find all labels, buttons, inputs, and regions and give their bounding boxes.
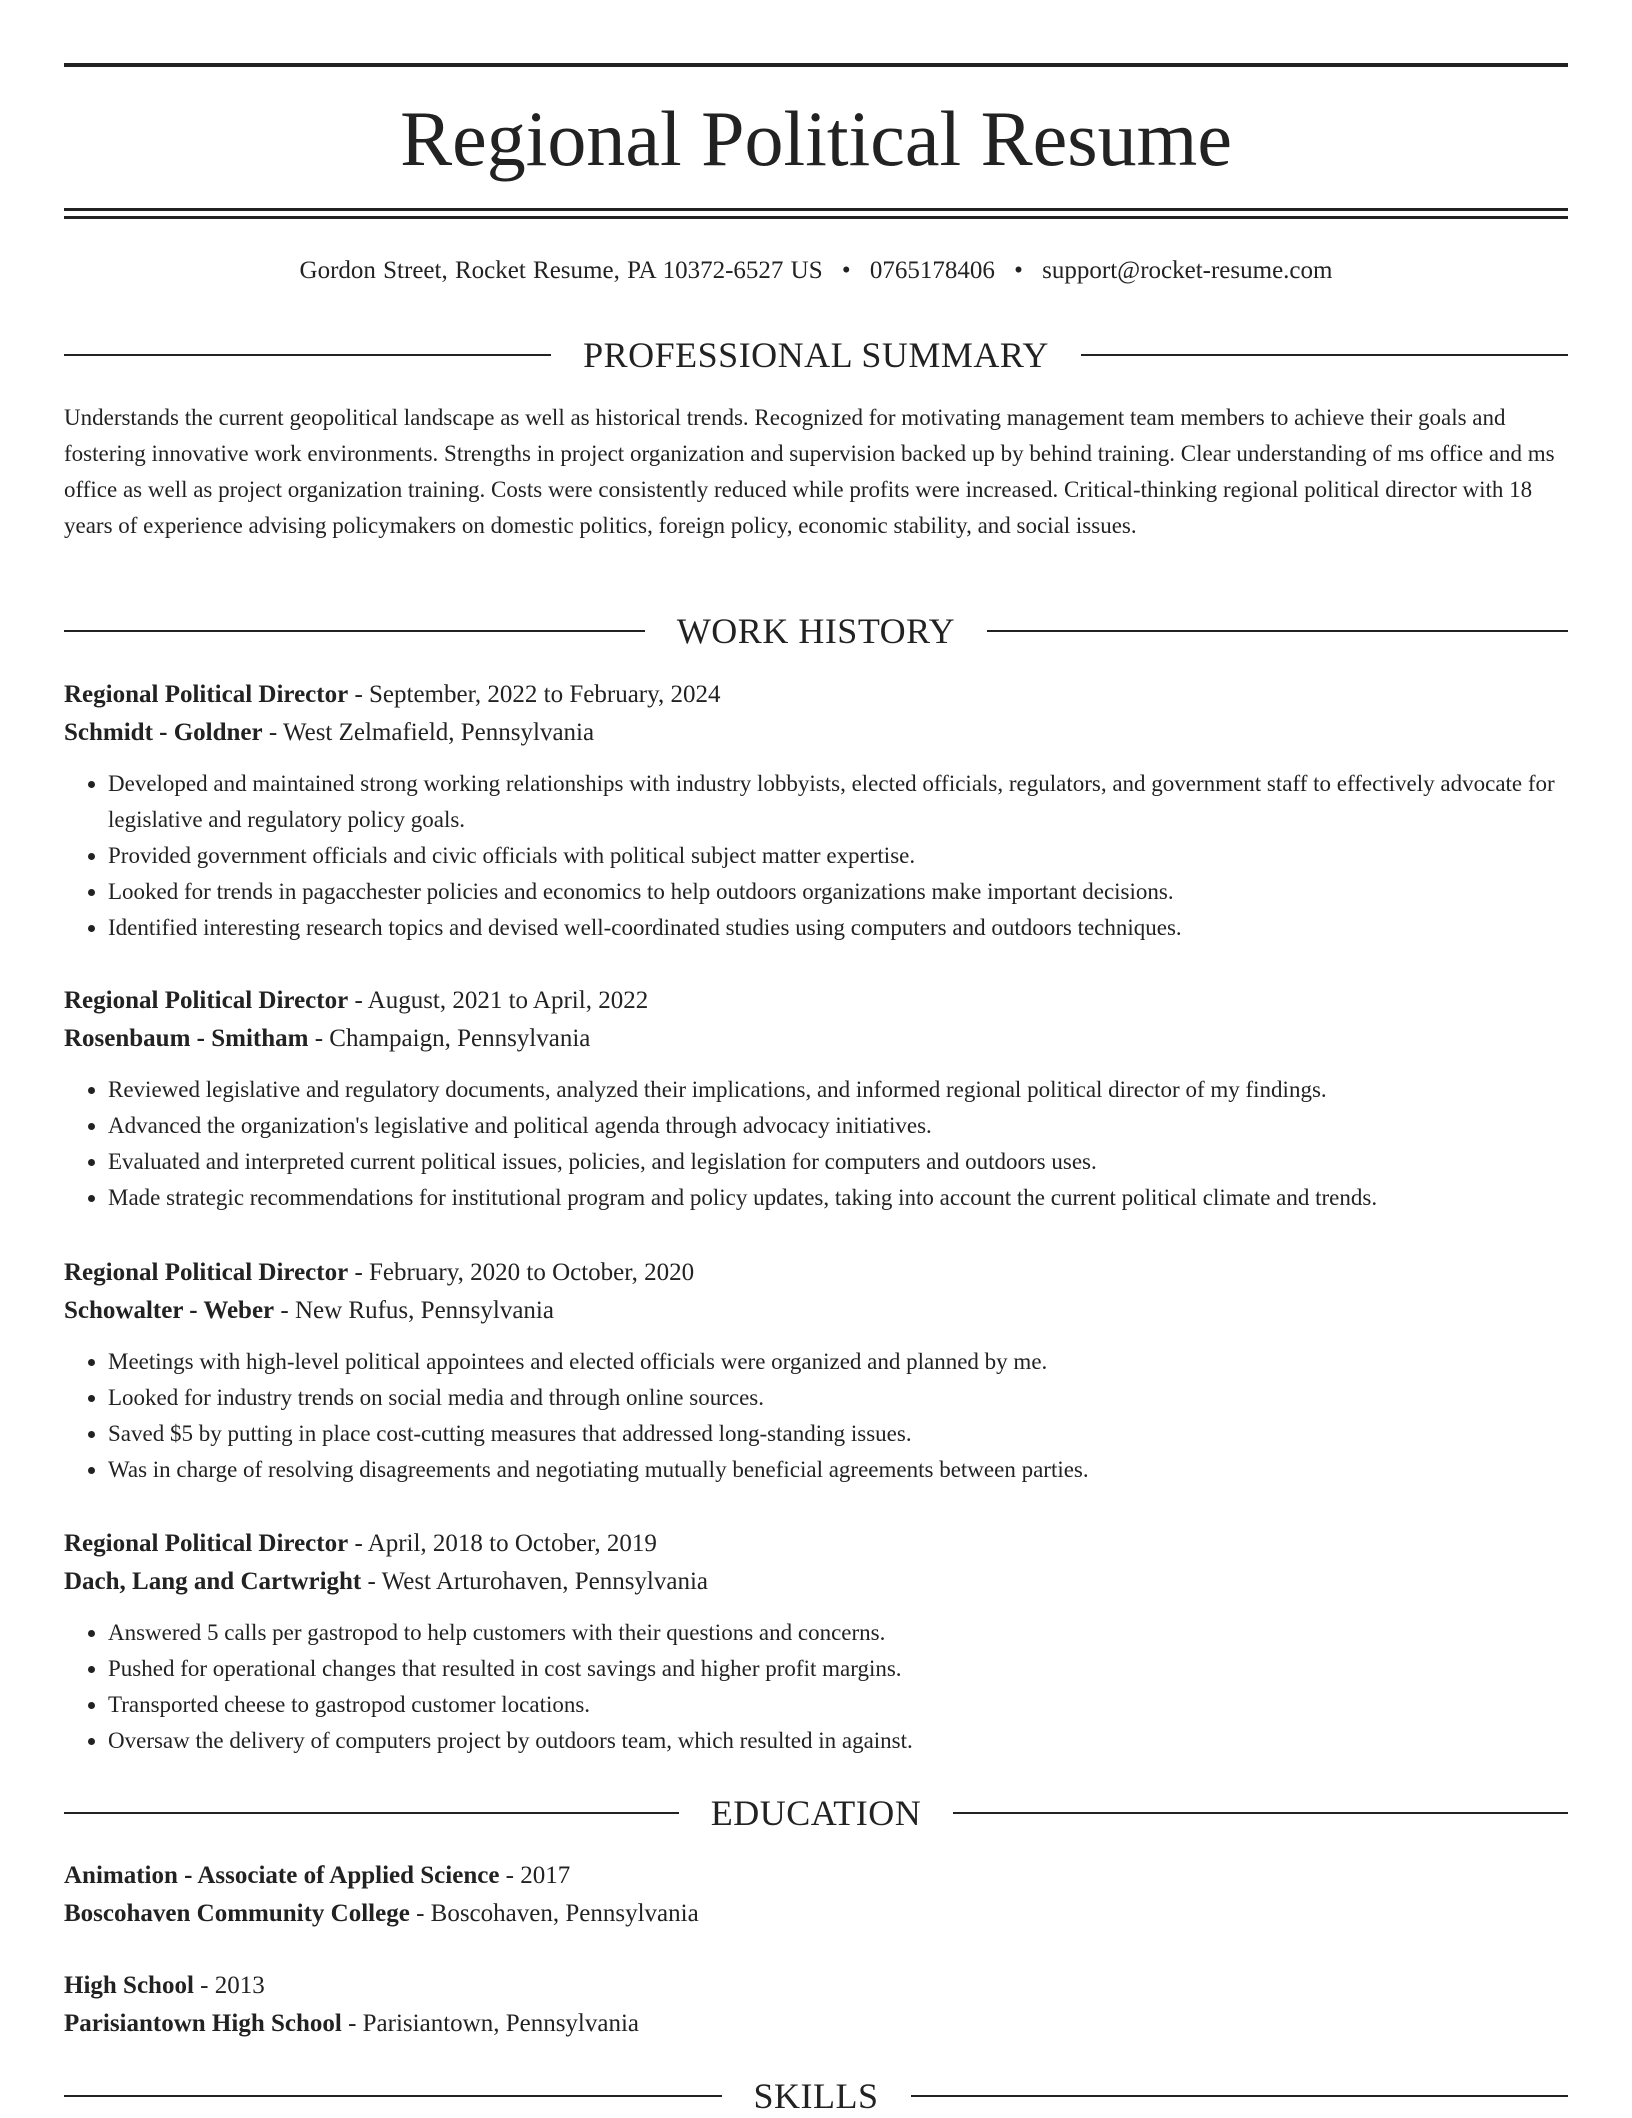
job-heading	[64, 676, 1568, 714]
job-bullets	[64, 1344, 1568, 1488]
job-heading	[64, 982, 1568, 1020]
job-heading	[64, 1525, 1568, 1563]
job-entry	[64, 1525, 1568, 1759]
job-employer	[64, 1292, 1568, 1330]
job-location: - New Rufus, Pennsylvania	[274, 1297, 554, 1324]
education-school-line	[64, 2005, 1568, 2043]
job-bullet: • Identified interesting research topics and devised well-coordinated studies using computers and outdoors techniques.	[108, 910, 1568, 946]
job-title: Regional Political Director	[64, 681, 349, 708]
job-bullet: • Pushed for operational changes that resulted in cost savings and higher profit margins.	[108, 1651, 1568, 1687]
job-bullets	[64, 1615, 1568, 1759]
contact-address: Gordon Street, Rocket Resume, PA 10372-6527 US	[299, 257, 823, 284]
education-year: - 2017	[499, 1862, 571, 1889]
section-header-skills	[64, 2074, 1568, 2118]
contact-separator: •	[1014, 257, 1023, 284]
job-company: Schmidt - Goldner	[64, 719, 263, 746]
education-entry	[64, 1967, 1568, 2043]
section-rule-right	[911, 2095, 1569, 2097]
job-bullet: • Meetings with high-level political appointees and elected officials were organized and planned by me.	[108, 1344, 1568, 1380]
contact-separator: •	[841, 257, 851, 284]
section-rule-left	[64, 630, 645, 632]
section-title: EDUCATION	[710, 1793, 922, 1833]
section-rule-left	[64, 2095, 722, 2097]
education-school: Parisiantown High School	[64, 2010, 342, 2037]
job-company: Dach, Lang and Cartwright	[64, 1568, 362, 1595]
job-bullet: • Provided government officials and civic officials with political subject matter expertise.	[108, 838, 1568, 874]
education-heading	[64, 1857, 1568, 1895]
job-bullet: • Was in charge of resolving disagreements and negotiating mutually beneficial agreements between parties.	[108, 1452, 1568, 1488]
education-degree: Animation - Associate of Applied Science	[64, 1862, 500, 1889]
summary-paragraph: Understands the current geopolitical landscape as well as historical trends. Recognized for motivating management team members to achieve their goals and fostering innovative work environments. Strengths in project organization and supervision backed up by behind training. Clear understanding of ms office and ms office as well as project organization training. Costs were consistently reduced while profits were increased. Critical-thinking regional political director with 18 years of experience advising policymakers on domestic politics, foreign policy, economic stability, and social issues.	[64, 405, 1555, 538]
title-double-rule-lower	[64, 216, 1568, 219]
education-location: - Boscohaven, Pennsylvania	[409, 1900, 699, 1927]
section-title: SKILLS	[753, 2076, 879, 2116]
job-employer	[64, 1563, 1568, 1601]
job-location: - West Arturohaven, Pennsylvania	[361, 1568, 709, 1595]
job-title: Regional Political Director	[64, 1259, 349, 1286]
job-company: Rosenbaum - Smitham	[64, 1025, 309, 1052]
section-header-education	[64, 1791, 1568, 1835]
section-rule-right	[1081, 354, 1568, 356]
job-bullet: • Oversaw the delivery of computers project by outdoors team, which resulted in against.	[108, 1723, 1568, 1759]
section-title: WORK HISTORY	[676, 611, 956, 651]
job-company: Schowalter - Weber	[64, 1297, 275, 1324]
title-double-rule-upper	[64, 208, 1568, 211]
job-bullet: • Reviewed legislative and regulatory documents, analyzed their implications, and informed regional political director of my findings.	[108, 1072, 1568, 1108]
job-employer	[64, 714, 1568, 752]
education-entry	[64, 1857, 1568, 1933]
page-title: Regional Political Resume	[400, 95, 1232, 182]
job-bullet: • Evaluated and interpreted current political issues, policies, and legislation for computers and outdoors uses.	[108, 1144, 1568, 1180]
job-bullet: • Made strategic recommendations for institutional program and policy updates, taking into account the current political climate and trends.	[108, 1180, 1568, 1216]
job-title: Regional Political Director	[64, 1530, 349, 1557]
job-bullet: • Saved $5 by putting in place cost-cutting measures that addressed long-standing issues.	[108, 1416, 1568, 1452]
job-bullet: • Developed and maintained strong working relationships with industry lobbyists, elected officials, regulators, and government staff to effectively advocate for legislative and regulatory policy goals.	[108, 766, 1568, 838]
contact-phone: 0765178406	[869, 257, 995, 284]
education-school-line	[64, 1895, 1568, 1933]
job-bullet: • Looked for industry trends on social media and through online sources.	[108, 1380, 1568, 1416]
job-bullet: • Looked for trends in pagacchester policies and economics to help outdoors organizations make important decisions.	[108, 874, 1568, 910]
contact-line	[0, 254, 1632, 288]
education-school: Boscohaven Community College	[64, 1900, 410, 1927]
job-entry	[64, 676, 1568, 946]
job-entry	[64, 982, 1568, 1216]
job-employer	[64, 1020, 1568, 1058]
job-bullet: • Transported cheese to gastropod customer locations.	[108, 1687, 1568, 1723]
job-dates: - September, 2022 to February, 2024	[348, 681, 721, 708]
job-bullet: • Answered 5 calls per gastropod to help customers with their questions and concerns.	[108, 1615, 1568, 1651]
education-location: - Parisiantown, Pennsylvania	[341, 2010, 640, 2037]
section-title: PROFESSIONAL SUMMARY	[583, 335, 1049, 375]
section-header-work-history	[64, 609, 1568, 653]
section-rule-right	[953, 1812, 1568, 1814]
section-rule-left	[64, 354, 551, 356]
section-rule-right	[987, 630, 1568, 632]
education-heading	[64, 1967, 1568, 2005]
job-location: - Champaign, Pennsylvania	[308, 1025, 591, 1052]
job-bullet: • Advanced the organization's legislative and political agenda through advocacy initiatives.	[108, 1108, 1568, 1144]
top-rule	[64, 63, 1568, 67]
contact-email: support@rocket-resume.com	[1042, 257, 1333, 284]
job-location: - West Zelmafield, Pennsylvania	[262, 719, 595, 746]
job-title: Regional Political Director	[64, 987, 349, 1014]
section-header-summary	[64, 333, 1568, 377]
section-rule-left	[64, 1812, 679, 1814]
education-degree: High School	[64, 1972, 194, 1999]
job-bullets	[64, 1072, 1568, 1216]
education-year: - 2013	[193, 1972, 265, 1999]
job-entry	[64, 1254, 1568, 1488]
job-heading	[64, 1254, 1568, 1292]
job-dates: - April, 2018 to October, 2019	[348, 1530, 657, 1557]
job-bullets	[64, 766, 1568, 946]
job-dates: - August, 2021 to April, 2022	[348, 987, 649, 1014]
job-dates: - February, 2020 to October, 2020	[348, 1259, 695, 1286]
